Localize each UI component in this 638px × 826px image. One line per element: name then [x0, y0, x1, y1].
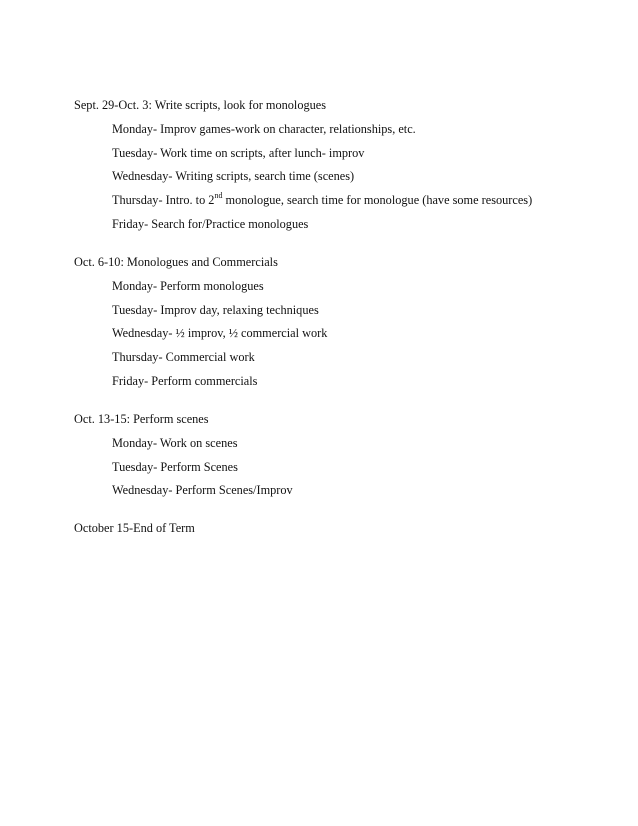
schedule-line-thursday-after: monologue, search time for monologue (have some resources) [222, 193, 533, 208]
section-heading: Oct. 6-10: Monologues and Commercials [74, 254, 278, 269]
schedule-line-wednesday: Wednesday- ½ improv, ½ commercial work [112, 326, 328, 341]
ordinal-superscript: nd [214, 191, 223, 201]
schedule-line-monday: Monday- Improv games-work on character, relationships, etc. [112, 121, 416, 136]
schedule-line-thursday [112, 193, 594, 208]
schedule-line-wednesday: Wednesday- Perform Scenes/Improv [112, 483, 293, 498]
schedule-line-tuesday: Tuesday- Improv day, relaxing techniques [112, 302, 319, 317]
schedule-line-friday: Friday- Perform commercials [112, 373, 258, 388]
term-end-line: October 15-End of Term [74, 521, 195, 536]
schedule-line-monday: Monday- Perform monologues [112, 278, 264, 293]
section-heading: Sept. 29-Oct. 3: Write scripts, look for monologues [74, 98, 327, 112]
schedule-line-wednesday: Wednesday- Writing scripts, search time (scenes) [112, 169, 355, 184]
schedule-line-tuesday: Tuesday- Work time on scripts, after lunch- improv [112, 145, 365, 160]
schedule-line-friday: Friday- Search for/Practice monologues [112, 216, 309, 231]
section-heading: Oct. 13-15: Perform scenes [74, 411, 209, 426]
schedule-content [74, 98, 594, 536]
schedule-line-thursday: Thursday- Commercial work [112, 350, 255, 365]
schedule-line-thursday-before: Thursday- Intro. to 2 [112, 193, 215, 208]
section-sept-29-oct-3 [74, 98, 594, 232]
schedule-line-monday: Monday- Work on scenes [112, 435, 238, 450]
section-oct-13-15 [74, 412, 594, 498]
schedule-line-tuesday: Tuesday- Perform Scenes [112, 459, 238, 474]
section-oct-6-10 [74, 255, 594, 389]
